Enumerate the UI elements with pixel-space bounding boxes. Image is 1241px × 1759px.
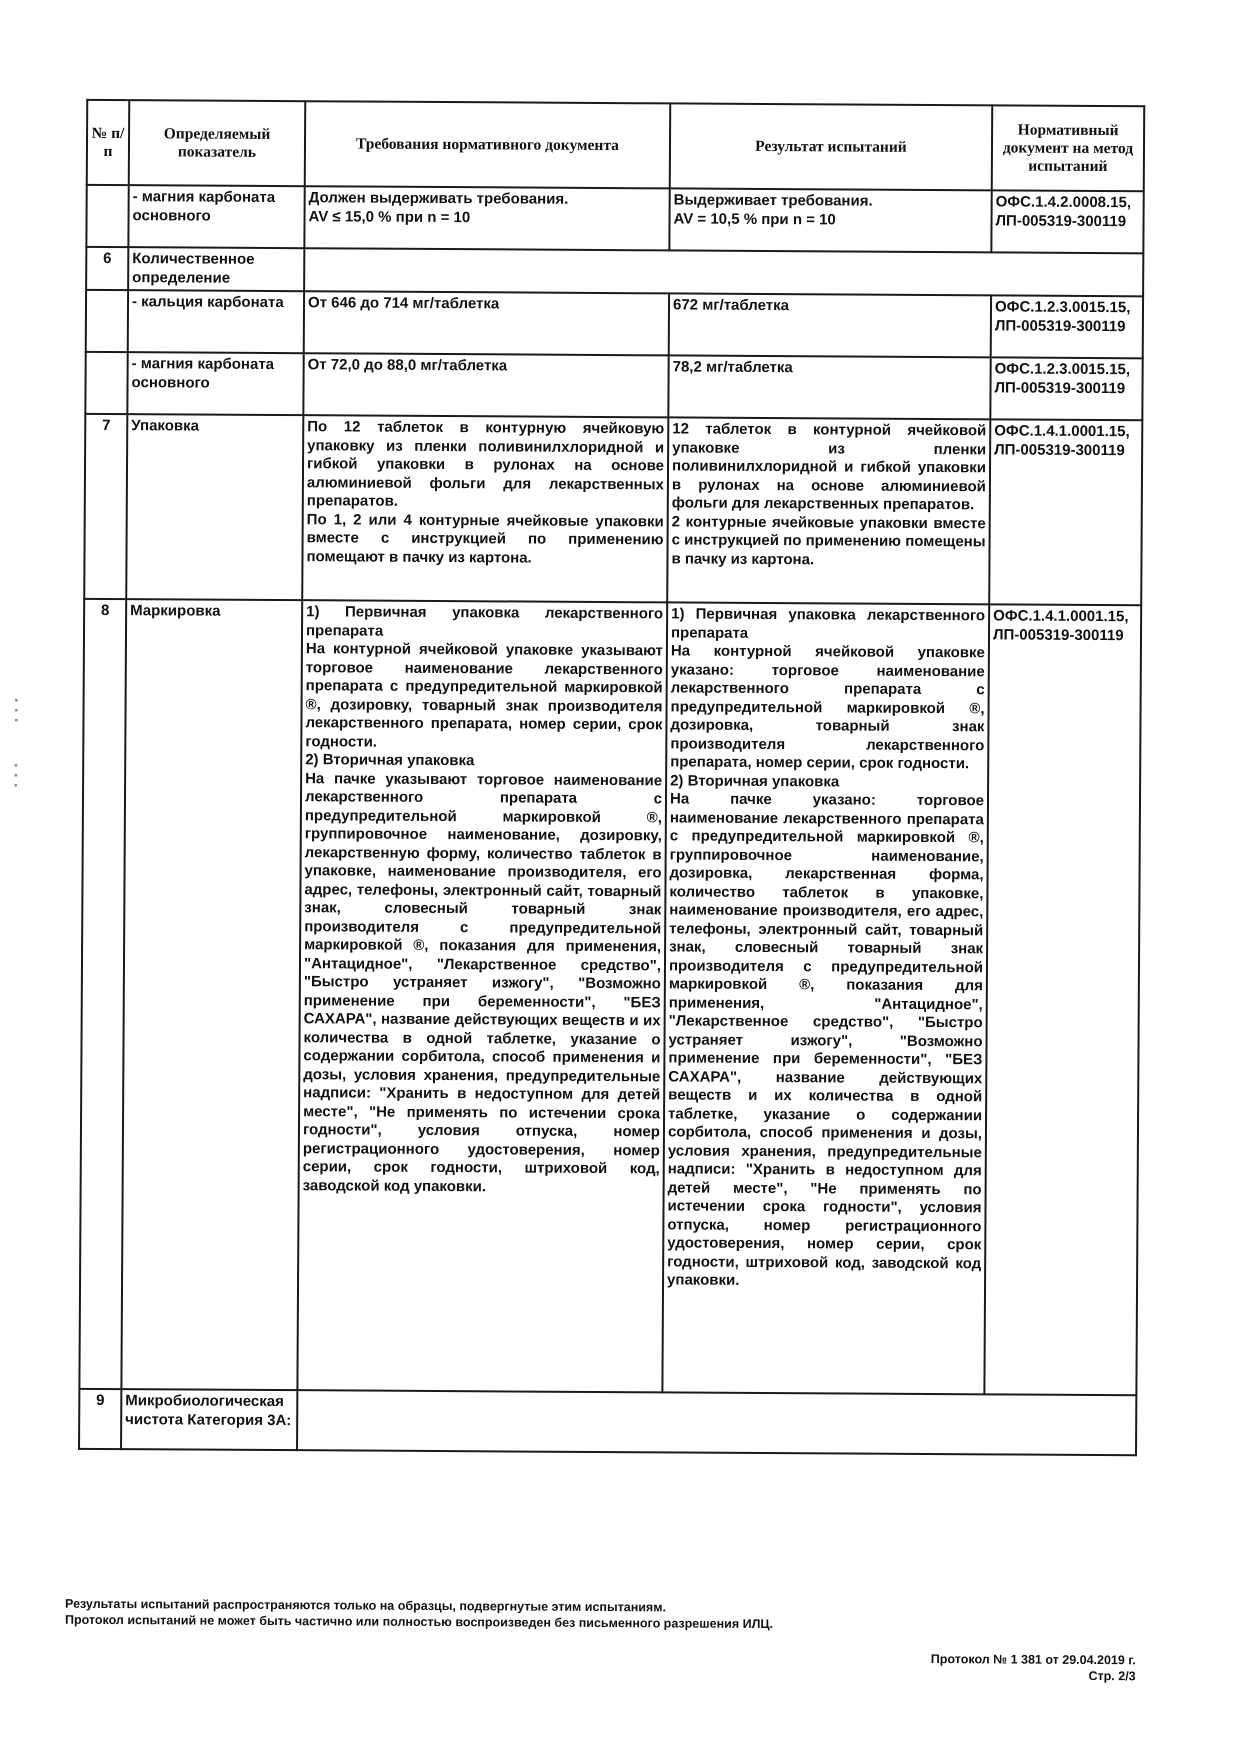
- header-indicator: Определяемый показатель: [129, 100, 306, 186]
- table-row: [86, 185, 1143, 253]
- row-result: 78,2 мг/таблетка: [668, 355, 990, 419]
- table-row: [85, 352, 1142, 420]
- row-num: [86, 290, 128, 352]
- row-requirements: Должен выдерживать требования. AV ≤ 15,0 % при n = 10: [304, 186, 669, 250]
- row-indicator: - магния карбоната основного: [128, 185, 304, 248]
- row-num: [86, 185, 128, 247]
- row-indicator: Упаковка: [126, 414, 303, 600]
- row-indicator: Микробиологическая чистота Категория 3А:: [121, 1389, 297, 1450]
- row-requirements: От 646 до 714 мг/таблетка: [304, 291, 669, 355]
- table-header-row: [87, 100, 1144, 191]
- scan-artifact: ▪ ▪ ▪: [14, 695, 19, 727]
- footer-note-1: Результаты испытаний распространяются только на образцы, подвергнутые этим испытаниям.: [65, 1596, 667, 1615]
- row-empty-span: [297, 1390, 1136, 1455]
- row-method: ОФС.1.4.2.0008.15, ЛП-005319-300119: [991, 190, 1143, 253]
- header-result: Результат испытаний: [670, 103, 993, 190]
- table-row: [79, 1389, 1136, 1455]
- test-results-table: [78, 99, 1145, 1456]
- row-empty-span: [304, 248, 1143, 296]
- page-number: Стр. 2/3: [1088, 1669, 1136, 1684]
- row-num: [85, 352, 127, 414]
- row-num: 8: [79, 599, 126, 1389]
- row-indicator: Маркировка: [121, 599, 302, 1390]
- row-method: ОФС.1.4.1.0001.15, ЛП-005319-300119: [984, 604, 1141, 1395]
- row-method: ОФС.1.2.3.0015.15, ЛП-005319-300119: [990, 357, 1142, 420]
- row-method: ОФС.1.4.1.0001.15, ЛП-005319-300119: [989, 419, 1142, 605]
- row-indicator: Количественное определение: [128, 247, 304, 291]
- footer-note-2: Протокол испытаний не может быть частично или полностью воспроизведен без письменного разрешения ИЛЦ.: [64, 1612, 774, 1632]
- row-requirements: От 72,0 до 88,0 мг/таблетка: [303, 353, 668, 417]
- table-row: [84, 414, 1142, 605]
- scan-artifact: ▪ ▪ ▪: [14, 760, 18, 792]
- row-num: 6: [86, 247, 128, 290]
- header-method: Нормативный документ на метод испытаний: [992, 105, 1145, 191]
- row-requirements: 1) Первичная упаковка лекарственного препарата На контурной ячейковой упаковке указывают торговое наименование лекарственного препарата с предупредительной маркировкой ®, дозировку, товарный знак производителя лекарственного препарата, номер серии, срок годности. 2) Вторичная упаковка На пачке указывают торговое наименование лекарственного препарата с предупредительной маркировкой ®, группировочное наименование, дозировку, лекарственную форму, количество таблеток в упаковке, наименование производителя, его адрес, телефоны, электронный сайт, товарный знак, словесный товарный знак производителя с предупредительной маркировкой ®, показания для применения, "Антацидное", "Лекарственное средство", "Быстро устраняет изжогу", "Возможно применение при беременности", "БЕЗ САХАРА", название действующих веществ и их количества в одной таблетке, указание о содержании сорбитола, способ применения и дозы, условия хранения, предупредительные надписи: "Хранить в недоступном для детей месте", "Не применять по истечении срока годности", условия отпуска, номер регистрационного удостоверения, номер серии, срок годности, штриховой код, заводской код упаковки.: [297, 600, 667, 1392]
- header-num: № п/п: [87, 100, 130, 185]
- row-indicator: - магния карбоната основного: [127, 352, 303, 415]
- protocol-number: Протокол № 1 381 от 29.04.2019 г.: [930, 1652, 1136, 1668]
- row-method: ОФС.1.2.3.0015.15, ЛП-005319-300119: [991, 295, 1143, 358]
- row-num: 9: [79, 1389, 121, 1449]
- row-requirements: По 12 таблеток в контурную ячейковую упаковку из пленки поливинилхлоридной и гибкой упаковки в рулонах на основе алюминиевой фольги для лекарственных препаратов. По 1, 2 или 4 контурные ячейковые упаковки вместе с инструкцией по применению помещают в пачку из картона.: [302, 415, 668, 602]
- table-row: [86, 247, 1143, 296]
- row-result: 12 таблеток в контурной ячейковой упаковке из пленки поливинилхлоридной и гибкой упаковки в рулонах на основе алюминиевой фольги для лекарственных препаратов. 2 контурные ячейковые упаковки вместе с инструкцией по применению помещены в пачку из картона.: [667, 417, 990, 604]
- row-result: Выдерживает требования. AV = 10,5 % при n = 10: [669, 188, 991, 252]
- row-result: 1) Первичная упаковка лекарственного препарата На контурной ячейковой упаковке указано: торговое наименование лекарственного препарата с предупредительной маркировкой ®, дозировка, товарный знак производителя лекарственного препарата, номер серии, срок годности. 2) Вторичная упаковка На пачке указано: торговое наименование лекарственного препарата с предупредительной маркировкой ®, группировочное наименование, дозировка, лекарственная форма, количество таблеток в упаковке, наименование производителя, его адрес, телефоны, электронный сайт, товарный знак, словесный товарный знак производителя с предупредительной маркировкой ®, показания для применения, "Антацидное", "Лекарственное средство", "Быстро устраняет изжогу", "Возможно применение при беременности", "БЕЗ САХАРА", название действующих веществ и их количества в одной таблетке, указание о содержании сорбитола, способ применения и дозы, условия хранения, предупредительные надписи: "Хранить в недоступном для детей месте", "Не применять по истечении срока годности", условия отпуска, номер регистрационного удостоверения, номер серии, срок годности, штриховой код, заводской код упаковки.: [662, 602, 989, 1394]
- row-result: 672 мг/таблетка: [669, 293, 991, 357]
- table-row: [79, 599, 1141, 1395]
- table-row: [86, 290, 1143, 358]
- row-num: 7: [84, 414, 127, 599]
- row-indicator: - кальция карбоната: [128, 290, 304, 353]
- header-requirements: Требования нормативного документа: [305, 101, 671, 188]
